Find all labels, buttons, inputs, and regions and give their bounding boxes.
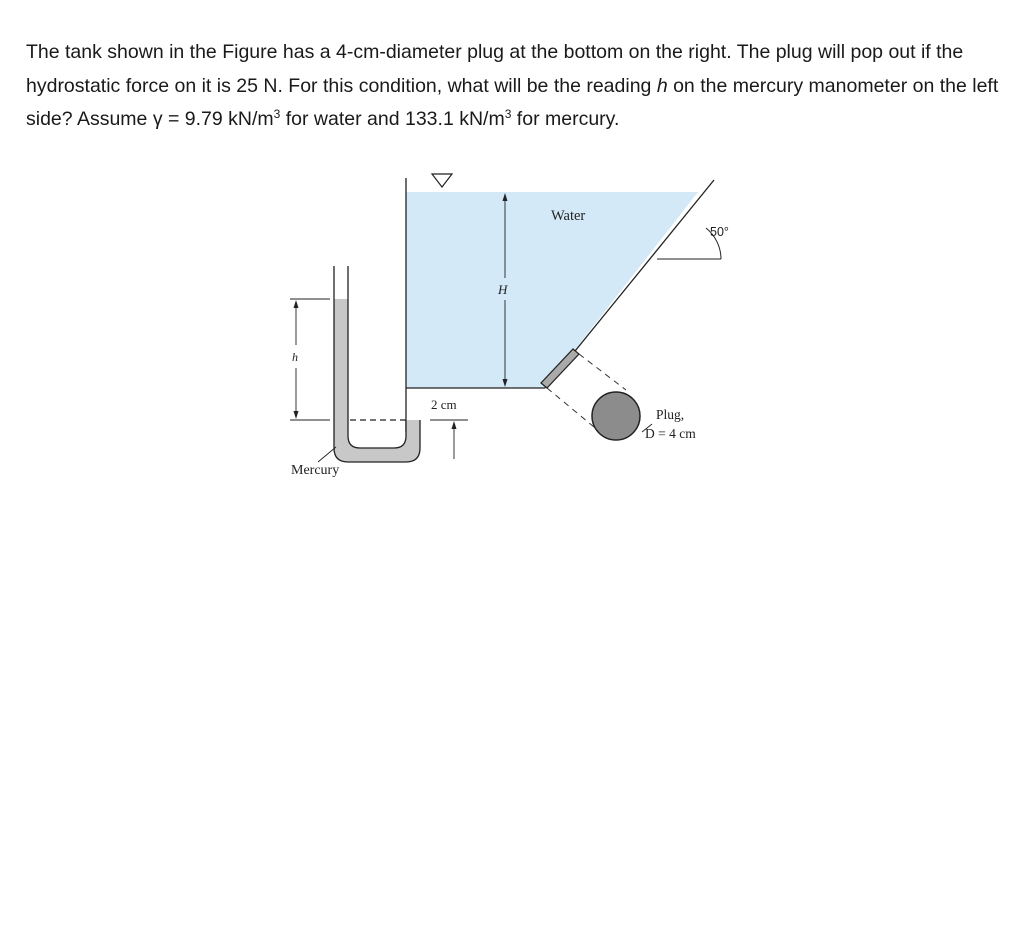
exponent-water: 3 (273, 107, 281, 121)
plug-circle (592, 392, 640, 440)
problem-text-part2: on the mercury manometer on the left side? Assume γ = 9.79 kN/m (26, 74, 999, 130)
problem-text-part1: The tank shown in the Figure has a 4-cm-diameter plug at the bottom on the right. The plug will pop out if the hydrostatic force on it is 25 N. For this condition, what will be the reading (26, 41, 964, 97)
h-arrow-up-icon (294, 300, 299, 308)
exponent-mercury: 3 (504, 107, 512, 121)
2cm-arrow-up-icon (452, 421, 457, 429)
manometer-inner-wall (348, 266, 406, 448)
h-arrow-down-icon (294, 411, 299, 419)
problem-text-part3: for water and 133.1 kN/m (280, 108, 505, 130)
2cm-label: 2 cm (431, 397, 457, 412)
plug-projection-upper (579, 354, 626, 390)
angle-label: 50° (710, 225, 729, 239)
free-surface-icon (432, 174, 452, 187)
H-label: H (498, 282, 508, 297)
plug-projection-lower (547, 388, 594, 427)
mercury-label: Mercury (291, 463, 340, 478)
problem-text-part4: for mercury. (511, 108, 620, 130)
plug-label-line2: D = 4 cm (645, 426, 696, 441)
water-label: Water (551, 208, 586, 224)
variable-h: h (656, 74, 668, 97)
plug-label-line1: Plug, (656, 407, 685, 422)
mercury-leader-line (318, 447, 336, 462)
h-label: h (292, 350, 298, 364)
